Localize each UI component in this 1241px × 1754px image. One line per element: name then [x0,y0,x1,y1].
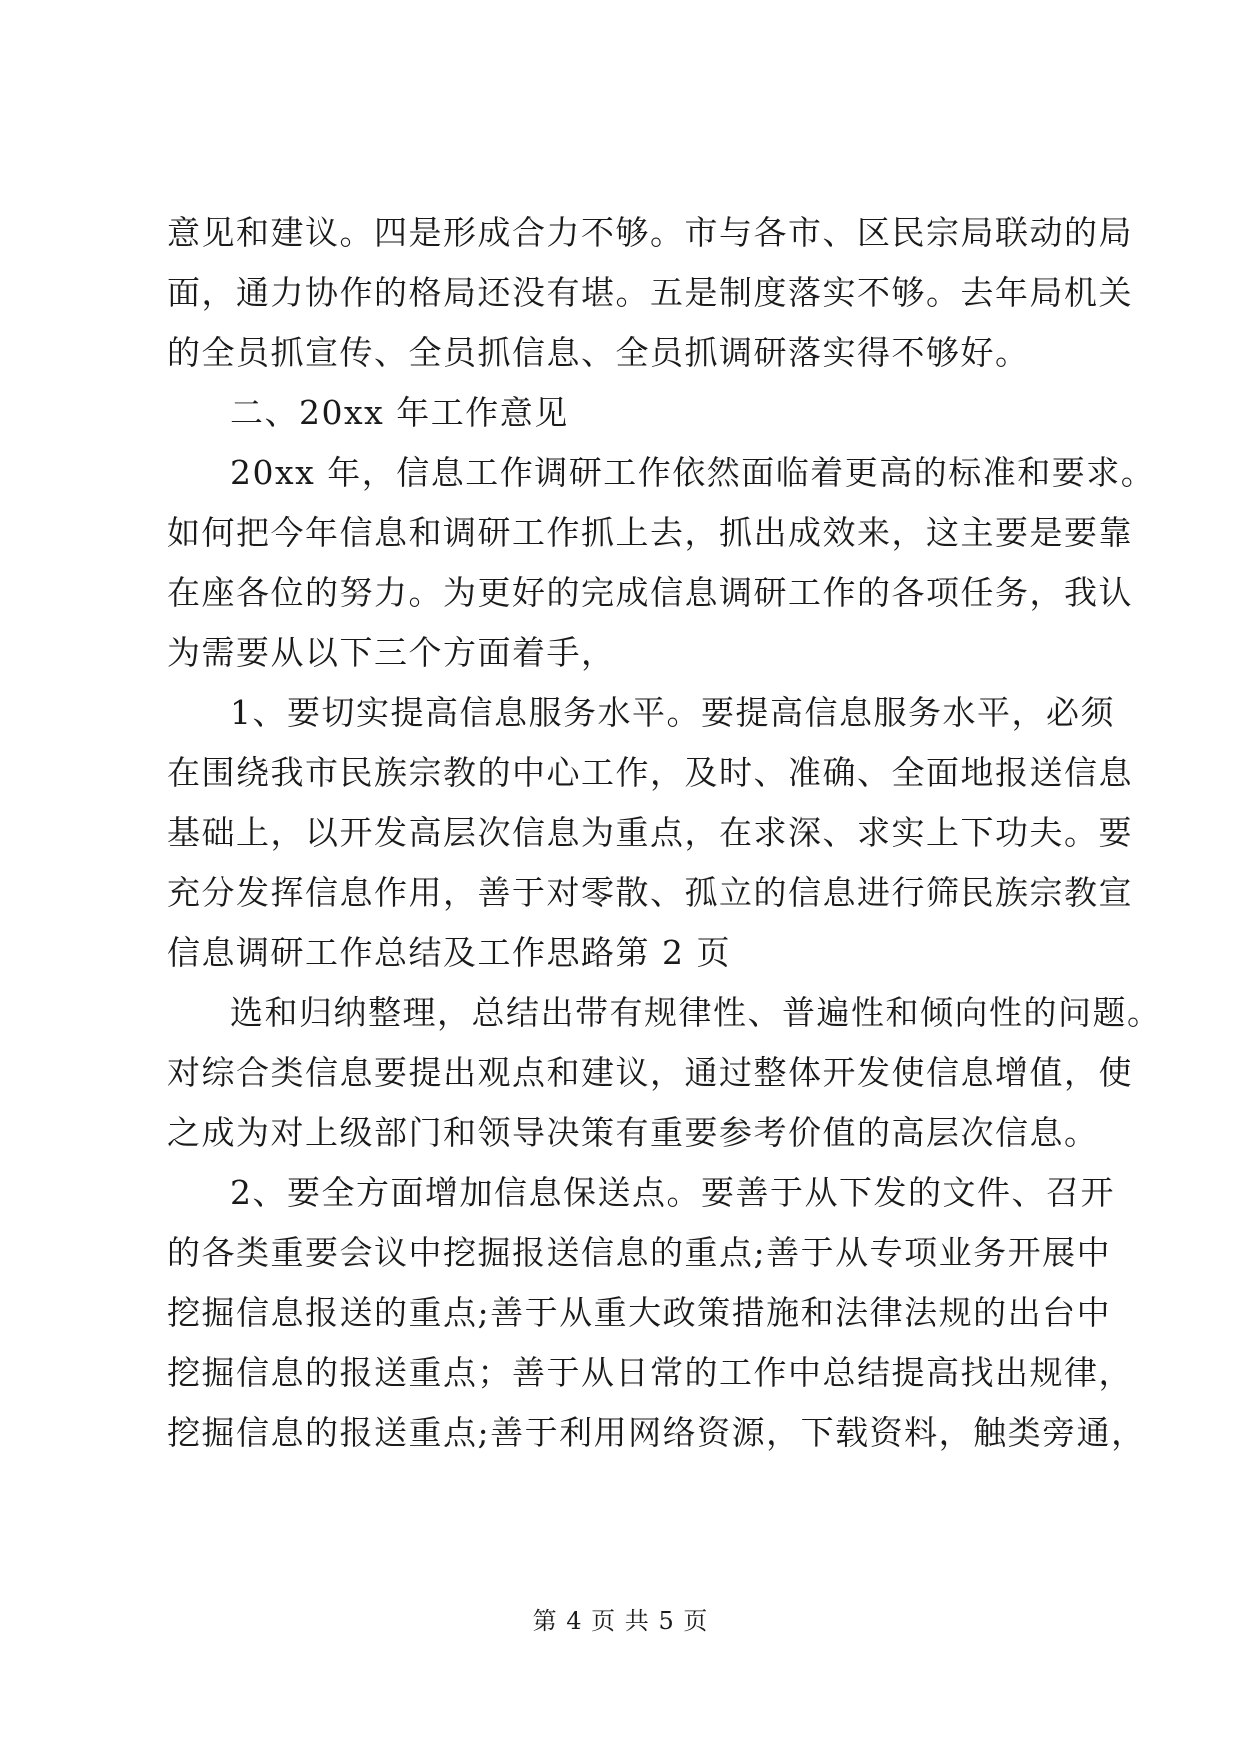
text-line: 的各类重要会议中挖掘报送信息的重点;善于从专项业务开展中 [167,1233,1112,1272]
section-heading: 二、20xx 年工作意见 [230,393,569,432]
text-line: 20xx 年，信息工作调研工作依然面临着更高的标准和要求。 [230,453,1156,492]
text-line: 之成为对上级部门和领导决策有重要参考价值的高层次信息。 [167,1113,1099,1152]
text-line: 1、要切实提高信息服务水平。要提高信息服务水平，必须 [230,693,1115,732]
text-line: 基础上，以开发高层次信息为重点，在求深、求实上下功夫。要 [167,813,1133,852]
text-line: 意见和建议。四是形成合力不够。市与各市、区民宗局联动的局 [167,213,1133,252]
text-line: 2、要全方面增加信息保送点。要善于从下发的文件、召开 [230,1173,1115,1212]
text-line: 挖掘信息报送的重点;善于从重大政策措施和法律法规的出台中 [167,1293,1112,1332]
text-line: 在座各位的努力。为更好的完成信息调研工作的各项任务，我认 [167,573,1133,612]
page-footer: 第 4 页 共 5 页 [532,1607,709,1635]
text-line: 挖掘信息的报送重点；善于从日常的工作中总结提高找出规律， [167,1353,1133,1392]
text-line: 的全员抓宣传、全员抓信息、全员抓调研落实得不够好。 [167,333,1030,372]
text-line: 挖掘信息的报送重点;善于利用网络资源，下载资料，触类旁通， [167,1413,1146,1452]
text-line: 选和归纳整理，总结出带有规律性、普遍性和倾向性的问题。 [230,993,1162,1032]
text-line: 对综合类信息要提出观点和建议，通过整体开发使信息增值，使 [167,1053,1133,1092]
text-line: 为需要从以下三个方面着手， [167,633,616,672]
text-line: 充分发挥信息作用，善于对零散、孤立的信息进行筛民族宗教宣 [167,873,1133,912]
text-line: 面，通力协作的格局还没有堪。五是制度落实不够。去年局机关 [167,273,1133,312]
text-line: 在围绕我市民族宗教的中心工作，及时、准确、全面地报送信息 [167,753,1133,792]
text-line: 信息调研工作总结及工作思路第 2 页 [167,933,731,972]
text-line: 如何把今年信息和调研工作抓上去，抓出成效来，这主要是要靠 [167,513,1133,552]
